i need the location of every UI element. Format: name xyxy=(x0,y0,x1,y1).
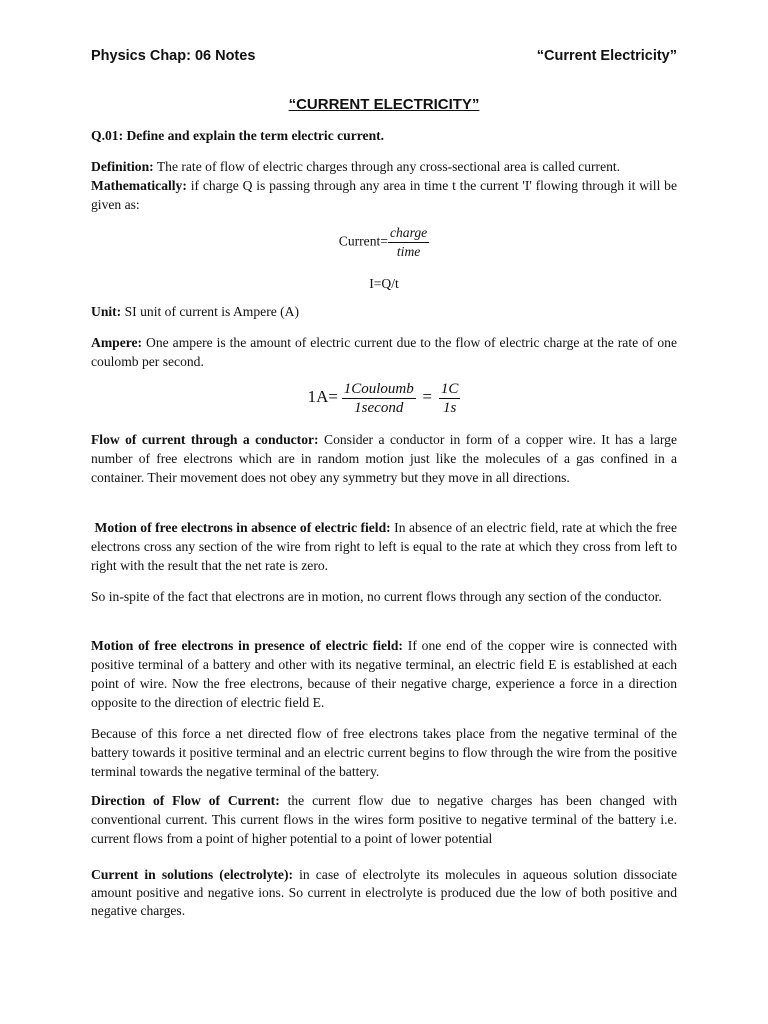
page-title xyxy=(0,96,768,113)
because-block xyxy=(91,724,677,781)
flow-text: Consider a conductor in form of a copper wire. It has a large number of free electrons which are in random motion just like the molecules of a gas confined in a container. Their movement does not obey any symmetry but they move in all directions. xyxy=(91,432,677,485)
solutions-block xyxy=(91,866,677,920)
fraction-denominator: time xyxy=(396,244,421,259)
inspite-block xyxy=(91,587,677,606)
mathematically-text: if charge Q is passing through any area in time t the current 'I' flowing through it will be given as: xyxy=(91,178,677,212)
direction-block xyxy=(91,791,677,848)
presence-text: If one end of the copper wire is connected with positive terminal of a battery and other with its negative terminal, an electric field E is established at each point of wire. Now the free electrons, because of their negative charge, experience a force in a direction opposite to the direction of electric field E. xyxy=(91,638,677,710)
direction-label: Direction of Flow of Current: xyxy=(91,793,280,808)
iqt-formula-text: I=Q/t xyxy=(369,276,399,291)
absence-block xyxy=(91,518,677,575)
absence-label: Motion of free electrons in absence of electric field: xyxy=(94,520,391,535)
c-numerator: 1C xyxy=(440,381,459,397)
absence-text: In absence of an electric field, rate at which the free electrons cross any section of the wire from right to left is equal to the rate at which they cross from left to right with the result that the net rate is zero. xyxy=(91,520,677,573)
coulomb-denominator: 1second xyxy=(354,400,404,416)
header-left: Physics Chap: 06 Notes xyxy=(91,48,256,64)
solutions-text: in case of electrolyte its molecules in aqueous solution dissociate amount positive and negative ions. So current in electrolyte is produced due the low of both positive and negative charges. xyxy=(91,867,677,918)
unit-label: Unit: xyxy=(91,304,122,319)
page-header xyxy=(91,48,677,64)
unit-text: SI unit of current is Ampere (A) xyxy=(121,304,300,319)
coulomb-numerator: 1Couloumb xyxy=(343,381,414,397)
ampere-formula-equals: = xyxy=(422,386,433,406)
page-title-text: “CURRENT ELECTRICITY” xyxy=(288,96,480,113)
definition-block xyxy=(91,157,677,214)
iqt-formula xyxy=(91,274,677,293)
presence-block xyxy=(91,636,677,712)
current-formula-lhs: Current= xyxy=(338,233,388,249)
question-text: Q.01: Define and explain the term electric current. xyxy=(91,128,385,143)
ampere-formula xyxy=(91,380,677,417)
ampere-block xyxy=(91,333,677,371)
s-denominator: 1s xyxy=(442,400,457,416)
current-fraction xyxy=(388,224,429,261)
current-formula xyxy=(91,224,677,261)
definition-label: Definition: xyxy=(91,159,154,174)
c-per-s-fraction xyxy=(439,380,461,417)
header-right: “Current Electricity” xyxy=(536,48,677,64)
ampere-text: One ampere is the amount of electric current due to the flow of electric charge at the rate of one coulomb per second. xyxy=(91,335,677,369)
presence-label: Motion of free electrons in presence of electric field: xyxy=(91,638,403,653)
flow-label: Flow of current through a conductor: xyxy=(91,432,319,447)
question-heading xyxy=(91,126,677,145)
solutions-label: Current in solutions (electrolyte): xyxy=(91,867,293,882)
fraction-numerator: charge xyxy=(388,224,429,243)
mathematically-label: Mathematically: xyxy=(91,178,187,193)
ampere-formula-lhs: 1A= xyxy=(307,386,338,406)
flow-block xyxy=(91,430,677,487)
direction-text: the current flow due to negative charges has been changed with conventional current. This current flows in the wires form positive to negative terminal of the battery i.e. current flows from a point of higher potential to a point of lower potential xyxy=(91,793,677,846)
unit-block xyxy=(91,302,677,321)
inspite-text: So in-spite of the fact that electrons are in motion, no current flows through any section of the conductor. xyxy=(91,589,662,604)
definition-text: The rate of flow of electric charges through any cross-sectional area is called current. xyxy=(153,159,621,174)
ampere-label: Ampere: xyxy=(91,335,143,350)
coulomb-fraction xyxy=(342,380,416,417)
because-text: Because of this force a net directed flow of free electrons takes place from the negative terminal of the battery towards it positive terminal and an electric current begins to flow through the wire from the positive terminal towards the negative terminal of the battery. xyxy=(91,726,677,779)
